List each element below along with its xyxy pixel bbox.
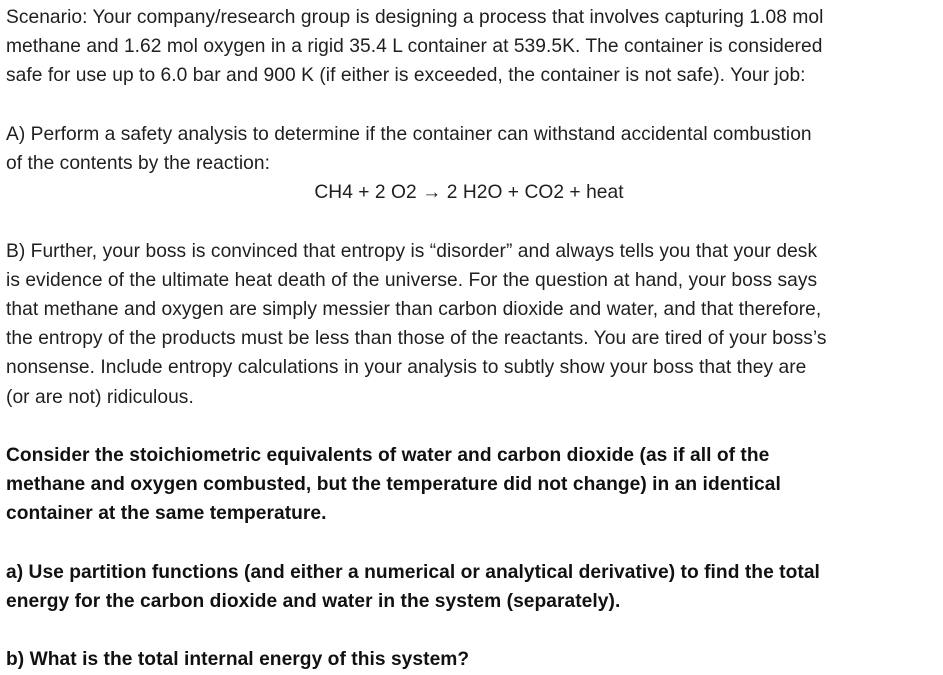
reaction-equation: CH4 + 2 O2 → 2 H2O + CO2 + heat xyxy=(314,182,624,204)
spacer xyxy=(6,91,942,120)
part-a-line: A) Perform a safety analysis to determine if the container can withstand accidental combustion xyxy=(6,123,812,145)
scenario-line: safe for use up to 6.0 bar and 900 K (if either is exceeded, the container is not safe). Your job: xyxy=(6,65,806,87)
part-b-line: B) Further, your boss is convinced that entropy is “disorder” and always tells you that your desk xyxy=(6,240,818,262)
scenario-line: methane and 1.62 mol oxygen in a rigid 35.4 L container at 539.5K. The container is considered xyxy=(6,36,823,58)
document xyxy=(6,3,942,675)
spacer xyxy=(6,616,942,645)
question-a-paragraph xyxy=(6,558,942,616)
consider-line: Consider the stoichiometric equivalents of water and carbon dioxide (as if all of the xyxy=(6,445,770,466)
consider-line: container at the same temperature. xyxy=(6,503,327,525)
scenario-line: Scenario: Your company/research group is designing a process that involves capturing 1.08 mol xyxy=(6,7,824,28)
part-b-line: that methane and oxygen are simply messier than carbon dioxide and water, and that therefore, xyxy=(6,299,822,320)
consider-paragraph xyxy=(6,441,942,529)
part-b-line: (or are not) ridiculous. xyxy=(6,386,194,408)
scenario-paragraph xyxy=(6,3,942,91)
question-b-line: b) What is the total internal energy of this system? xyxy=(6,649,470,671)
part-b-line: nonsense. Include entropy calculations in your analysis to subtly show your boss that they are xyxy=(6,357,807,379)
spacer xyxy=(6,207,942,236)
spacer xyxy=(6,412,942,441)
question-b-paragraph xyxy=(6,645,942,674)
part-b-line: is evidence of the ultimate heat death of the universe. For the question at hand, your boss says xyxy=(6,269,818,291)
part-a-line: of the contents by the reaction: xyxy=(6,153,270,174)
spacer xyxy=(6,529,942,558)
part-a-paragraph xyxy=(6,120,942,208)
part-b-paragraph xyxy=(6,237,942,412)
part-b-line: the entropy of the products must be less than those of the reactants. You are tired of your boss’s xyxy=(6,328,827,350)
question-a-line: a) Use partition functions (and either a numerical or analytical derivative) to find the total xyxy=(6,561,820,583)
consider-line: methane and oxygen combusted, but the temperature did not change) in an identical xyxy=(6,474,781,496)
question-a-line: energy for the carbon dioxide and water in the system (separately). xyxy=(6,591,621,612)
